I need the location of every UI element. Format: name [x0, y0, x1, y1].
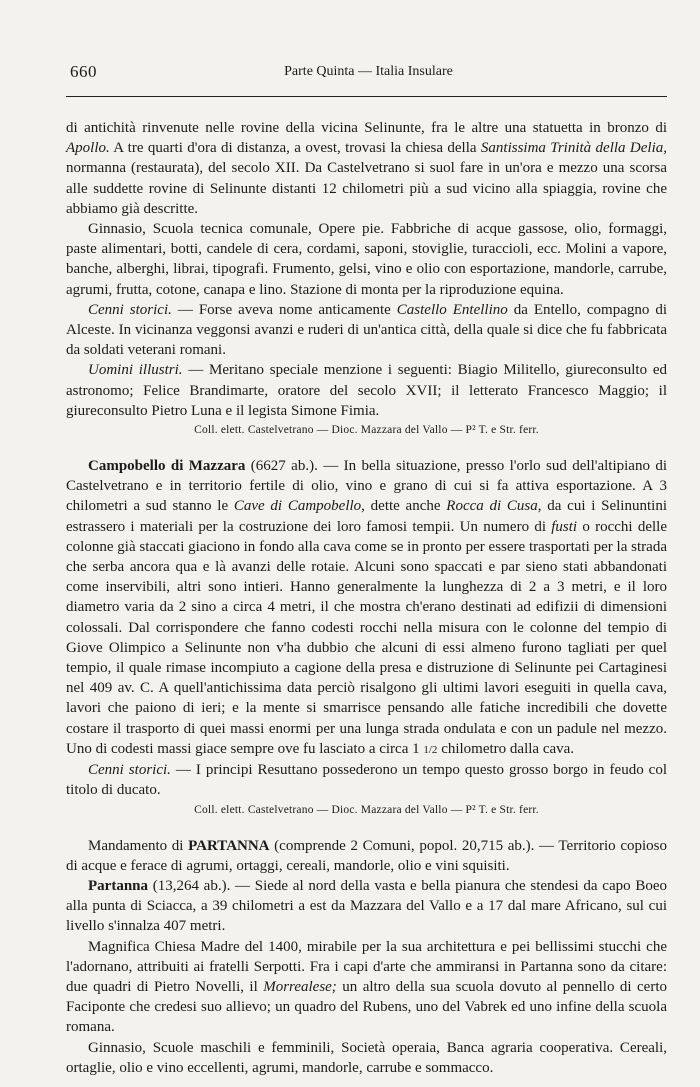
entry-title: PARTANNA [188, 837, 270, 854]
page-body [66, 118, 667, 1078]
page-header [70, 62, 667, 84]
paragraph: Partanna (13,264 ab.). — Siede al nord della vasta e bella pianura che stendesi da capo Boeo alla punta di Sciacca, a 39 chilometri a est da Mazzara del Vallo e a 17 dal mare Africano, sul cui livello s'innalza 407 metri. [66, 877, 667, 935]
footnote-line: Coll. elett. Castelvetrano — Dioc. Mazzara del Vallo — P² T. e Str. ferr. [194, 424, 539, 437]
paragraph: Magnifica Chiesa Madre del 1400, mirabile per la sua architettura e pei bellissimi stucchi che l'adornano, attribuiti ai fratelli Serpotti. Fra i capi d'arte che ammiransi in Partanna sono da citare: due quadri di Pietro Novelli, il Morrealese; un altro della sua scuola dovuto al pennello di certo Faciponte che credesi suo allievo; un quadro del Rubens, uno del Vabrek ed uno infine della scuola romana. [66, 938, 667, 1036]
paragraph: Cenni storici. — Forse aveva nome anticamente Castello Entellino da Entello, compagno di Alceste. In vicinanza veggonsi avanzi e ruderi di un'antica città, della quale si dice che fu fabbricata da soldati veterani romani. [66, 301, 667, 359]
paragraph: Mandamento di PARTANNA (comprende 2 Comuni, popol. 20,715 ab.). — Territorio copioso di acque e ferace di agrumi, ortaggi, cereali, mandorle, olio e vini squisiti. [66, 837, 667, 874]
paragraph: Ginnasio, Scuola tecnica comunale, Opere pie. Fabbriche di acque gassose, olio, formaggi, paste alimentari, botti, candele di cera, cordami, saponi, stoviglie, turaccioli, ecc. Molini a vapore, banche, alberghi, librai, tipografi. Frumento, gelsi, vino e olio con esportazione, mandorle, carrube, agrumi, frutta, cotone, canapa e lino. Stazione di monta per la riproduzione equina. [66, 221, 667, 298]
page-number: 660 [70, 62, 97, 81]
footnote-line: Coll. elett. Castelvetrano — Dioc. Mazzara del Vallo — P² T. e Str. ferr. [194, 803, 539, 816]
paragraph: Cenni storici. — I principi Resuttano possederono un tempo questo grosso borgo in feudo col titolo di ducato. [66, 762, 667, 799]
paragraph: Campobello di Mazzara (6627 ab.). — In bella situazione, presso l'orlo sud dell'altipiano di Castelvetrano e in territorio fertile di olio, vino e grano di cui si fa attiva esportazione. A 3 chilometri a sud stanno le Cave di Campobello, dette anche Rocca di Cusa, da cui i Selinuntini estrassero i materiali per la costruzione dei loro famosi tempii. Un numero di fusti o rocchi delle colonne già staccati giaciono in fondo alla cava come se in pronto per essere trasportati per la strada che serba ancora qua e là avanzi delle rotaie. Alcuni sono spaccati e par sieno stati abbandonati come inservibili, altri sono intieri. Hanno generalmente la lunghezza di 2 a 3 metri, e il loro diametro varia da 2 sino a circa 4 metri, il che mostra ch'erano destinati ad edifizii di dimensioni colossali. Dal corrispondere che fanno codesti rocchi nella misura con le colonne del tempio di Giove Olimpico a Selinunte non v'ha dubbio che alcuni di essi almeno furono tagliati per quel tempio, il quale rimase incompiuto a cagione della presa e distruzione di Selinunte pei Cartaginesi nel 409 av. C. A quell'antichissima data perciò risalgono gli ultimi lavori eseguiti in quella cava, lavori che paiono di ieri; e la mente si smarrisce pensando alle fatiche incredibili che dovette costare il trasporto di quei massi enormi per una lunga strada ondulata e con un padule nel mezzo. Uno di codesti massi giace sempre ove fu lasciato a circa 1 1/2 chilometro dalla cava. [66, 458, 667, 757]
paragraph: di antichità rinvenute nelle rovine della vicina Selinunte, fra le altre una statuetta in bronzo di Apollo. A tre quarti d'ora di distanza, a ovest, trovasi la chiesa della Santissima Trinità della Delia, normanna (restaurata), del secolo XII. Da Castelvetrano si suol fare in un'ora e mezzo una scorsa alle suddette rovine di Selinunte distanti 12 chilometri più a sud vicino alla spiaggia, rovine che abbiamo già descritte. [66, 120, 667, 217]
entry-title: Campobello di Mazzara [88, 458, 246, 475]
paragraph: Ginnasio, Scuole maschili e femminili, Società operaia, Banca agraria cooperativa. Cereali, ortaglie, olio e vino eccellenti, agrumi, mandorle, carrube e sommacco. [66, 1039, 667, 1076]
header-rule [66, 96, 667, 97]
paragraph: Uomini illustri. — Meritano speciale menzione i seguenti: Biagio Militello, giureconsulto ed astronomo; Felice Brandimarte, oratore del secolo XVII; il letterato Francesco Maggio; il giureconsulto Pietro Luna e il legista Simone Fimia. [66, 362, 667, 419]
entry-title: Partanna [88, 877, 148, 894]
running-title: Parte Quinta — Italia Insulare [284, 64, 453, 79]
